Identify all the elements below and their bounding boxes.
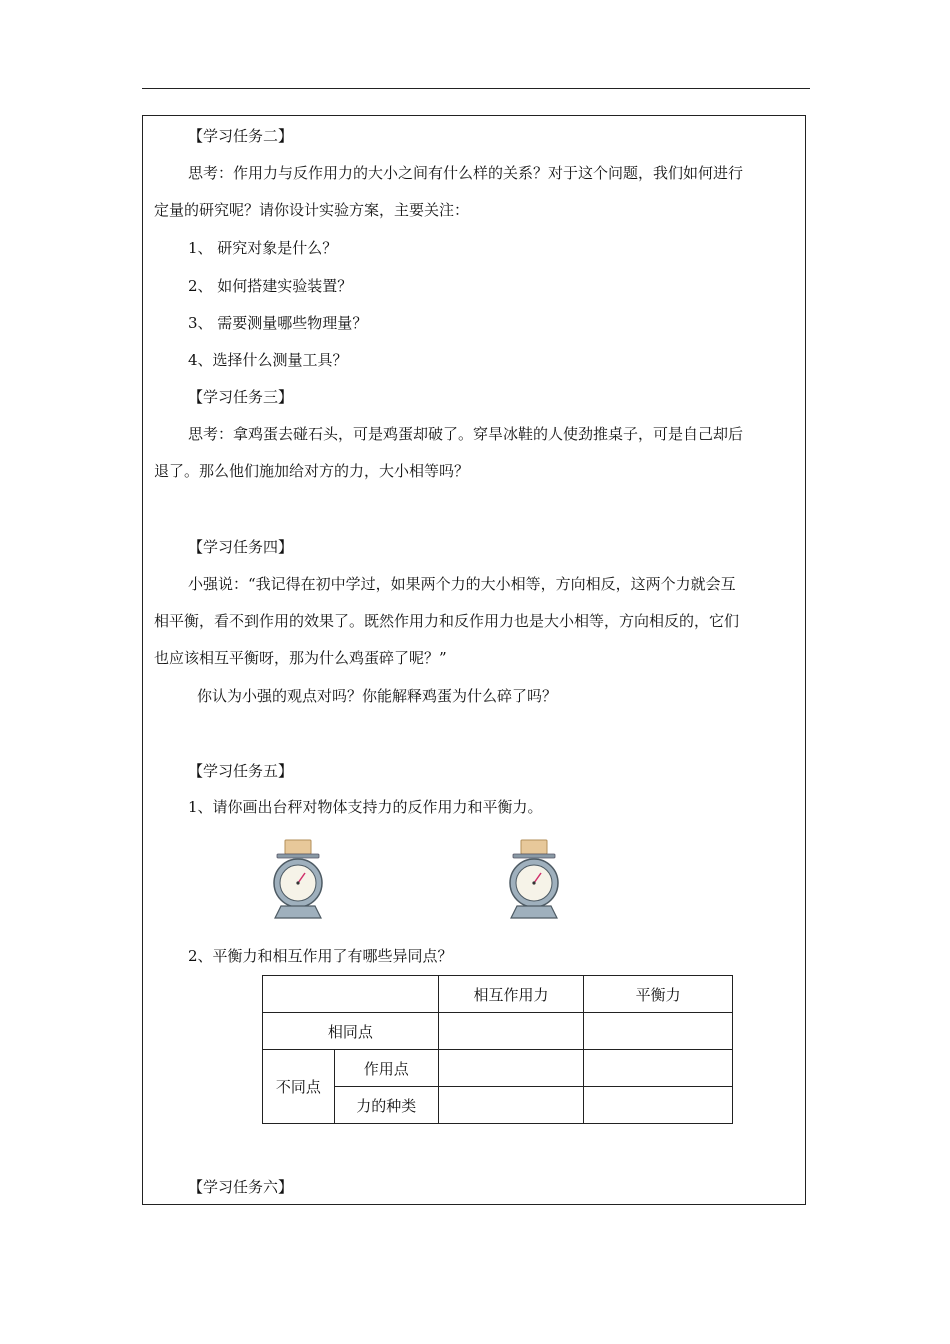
table-cell-point-balance[interactable] (584, 1050, 733, 1087)
task2-heading: 【学习任务二】 (188, 127, 294, 145)
task5-q1: 1、请你画出台秤对物体支持力的反作用力和平衡力。 (188, 798, 543, 816)
comparison-table (262, 975, 733, 1124)
scale-box (285, 840, 311, 854)
table-row-point (263, 1050, 733, 1087)
platform-scale-image-left (267, 838, 329, 920)
table-row-same (263, 1013, 733, 1050)
task3-line2: 退了。那么他们施加给对方的力，大小相等吗？ (154, 462, 470, 480)
scale-pivot (296, 881, 299, 884)
task4-line3: 也应该相互平衡呀，那为什么鸡蛋碎了呢？” (154, 649, 447, 667)
table-cell-point-interaction[interactable] (438, 1050, 584, 1087)
scale-pivot (532, 881, 535, 884)
task4-heading: 【学习任务四】 (188, 538, 294, 556)
task2-item-3: 3、 需要测量哪些物理量？ (188, 314, 368, 332)
table-label-type: 力的种类 (334, 1087, 438, 1124)
task4-question: 你认为小强的观点对吗？你能解释鸡蛋为什么碎了吗？ (197, 687, 558, 705)
task3-heading: 【学习任务三】 (188, 388, 294, 406)
table-label-diff: 不同点 (263, 1050, 335, 1124)
table-corner-cell (263, 976, 439, 1013)
scale-box (521, 840, 547, 854)
task2-item-4: 4、选择什么测量工具？ (188, 351, 348, 369)
task2-think-line1: 思考：作用力与反作用力的大小之间有什么样的关系？对于这个问题，我们如何进行 (188, 164, 744, 182)
scale-base (275, 906, 321, 918)
task4-line2: 相平衡，看不到作用的效果了。既然作用力和反作用力也是大小相等，方向相反的，它们 (154, 612, 740, 630)
table-cell-type-balance[interactable] (584, 1087, 733, 1124)
scale-platform (277, 854, 319, 858)
task5-q2: 2、平衡力和相互作用了有哪些异同点？ (188, 947, 453, 965)
table-header-balance: 平衡力 (584, 976, 733, 1013)
task5-heading: 【学习任务五】 (188, 762, 294, 780)
task4-line1: 小强说：“我记得在初中学过，如果两个力的大小相等，方向相反，这两个力就会互 (188, 575, 736, 593)
task2-item-2: 2、 如何搭建实验装置？ (188, 277, 353, 295)
scale-platform (513, 854, 555, 858)
task6-heading: 【学习任务六】 (188, 1178, 294, 1196)
table-cell-same-balance[interactable] (584, 1013, 733, 1050)
task3-line1: 思考：拿鸡蛋去碰石头，可是鸡蛋却破了。穿旱冰鞋的人使劲推桌子，可是自己却后 (188, 425, 744, 443)
platform-scale-image-right (503, 838, 565, 920)
table-label-point: 作用点 (334, 1050, 438, 1087)
header-rule (142, 88, 810, 89)
task2-item-1: 1、 研究对象是什么？ (188, 239, 338, 257)
table-header-row (263, 976, 733, 1013)
table-cell-type-interaction[interactable] (438, 1087, 584, 1124)
table-header-interaction: 相互作用力 (438, 976, 584, 1013)
scale-base (511, 906, 557, 918)
table-label-same: 相同点 (263, 1013, 439, 1050)
table-cell-same-interaction[interactable] (438, 1013, 584, 1050)
task2-think-line2: 定量的研究呢？请你设计实验方案，主要关注： (154, 201, 470, 219)
